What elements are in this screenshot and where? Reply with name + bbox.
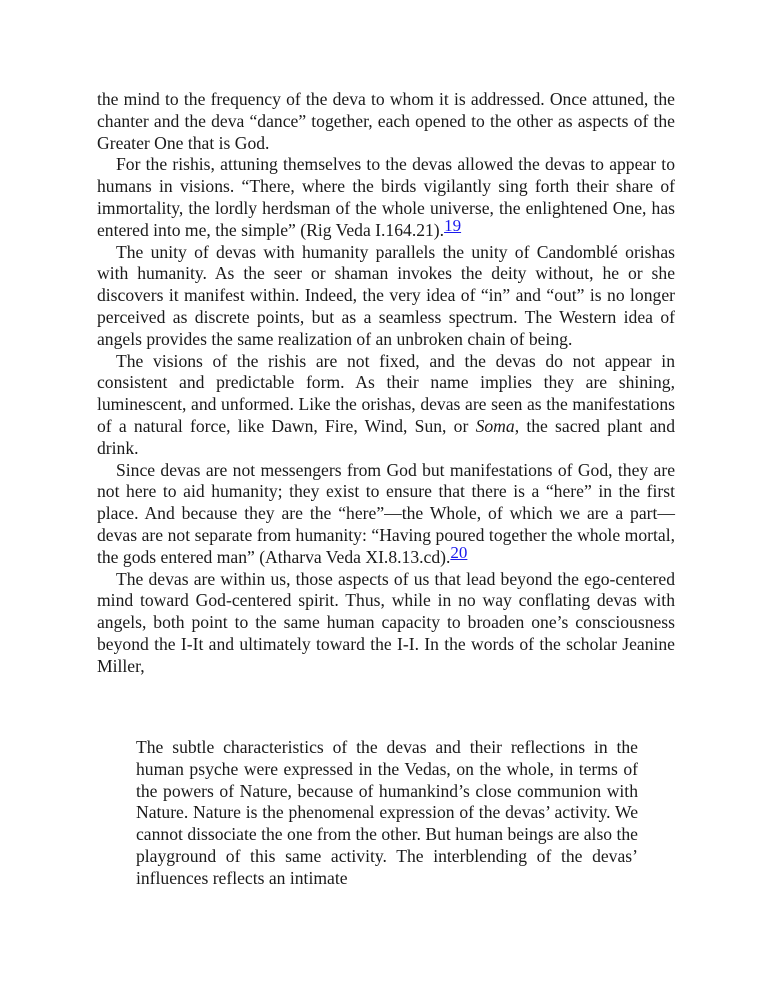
paragraph-2-text: For the rishis, attuning themselves to the devas allowed the devas to appear to humans in visions. “There, where the birds vigilantly sing forth their share of immortality, the lordly herdsman of the whole universe, the enlightened One, has entered into me, the simple” (Rig Veda I.164.21). bbox=[97, 154, 675, 240]
paragraph-2 bbox=[97, 154, 675, 241]
paragraph-4-text: The visions of the rishis are not fixed, and the devas do not appear in consistent and predictable form. As their name implies they are shining, luminescent, and unformed. Like the orishas, devas are seen as the manifestations of a natural force, like Dawn, Fire, Wind, Sun, or bbox=[97, 350, 675, 436]
footnote-link-19[interactable]: 19 bbox=[444, 215, 462, 235]
paragraph-3-text: The unity of devas with humanity parallels the unity of Candomblé orishas with humanity. As the seer or shaman invokes the deity without, he or she discovers it manifest within. Indeed, the very idea of “in” and “out” is no longer perceived as discrete points, but as a seamless spectrum. The Western idea of angels provides the same realization of an unbroken chain of being. bbox=[97, 241, 675, 349]
paragraph-4-text-after: , the sacred plant and drink. bbox=[97, 415, 676, 458]
paragraph-6-text: The devas are within us, those aspects of us that lead beyond the ego-centered mind toward God-centered spirit. Thus, while in no way conflating devas with angels, both point to the same human capacity to broaden one’s consciousness beyond the I-It and ultimately toward the I-I. In the words of the scholar Jeanine Miller, bbox=[97, 568, 675, 676]
footnote-link-20[interactable]: 20 bbox=[450, 542, 468, 562]
emphasis-soma: Soma bbox=[475, 415, 515, 436]
paragraph-6 bbox=[97, 569, 675, 678]
block-quote: The subtle characteristics of the devas and their reflections in the human psyche were expressed in the Vedas, on the whole, in terms of the powers of Nature, because of humankind’s close communion with Nature. Nature is the phenomenal expression of the devas’ activity. We cannot dissociate the one from the other. But human beings are also the playground of this same activity. The interblending of the devas’ influences reflects an intimate bbox=[136, 737, 638, 888]
body-text bbox=[97, 89, 675, 678]
paragraph-5 bbox=[97, 460, 675, 569]
paragraph-1-text: the mind to the frequency of the deva to whom it is addressed. Once attuned, the chanter and the deva “dance” together, each opened to the other as aspects of the Greater One that is God. bbox=[97, 89, 675, 153]
paragraph-1 bbox=[97, 89, 675, 154]
paragraph-3 bbox=[97, 242, 675, 351]
paragraph-4 bbox=[97, 351, 675, 460]
paragraph-5-text: Since devas are not messengers from God but manifestations of God, they are not here to aid humanity; they exist to ensure that there is a “here” in the first place. And because they are the “here”—the Whole, of which we are a part—devas are not separate from humanity: “Having poured together the whole mortal, the gods entered man” (Atharva Veda XI.8.13.cd). bbox=[97, 459, 675, 567]
